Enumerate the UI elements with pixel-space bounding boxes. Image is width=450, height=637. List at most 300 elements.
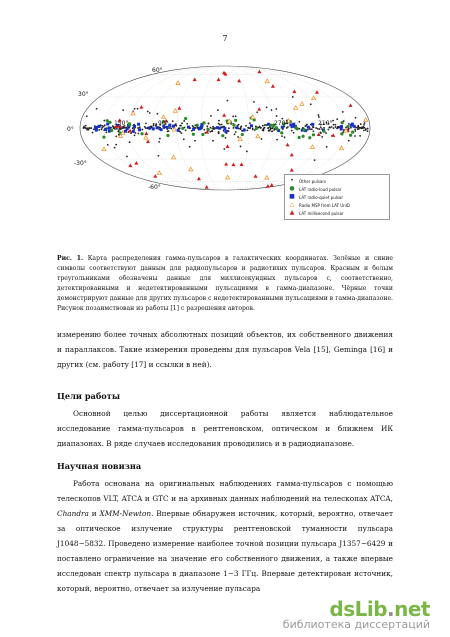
other-pulsar-dot (234, 134, 236, 136)
radio-quiet-square (97, 125, 100, 128)
other-pulsar-dot (284, 136, 286, 138)
other-pulsar-dot (130, 132, 132, 134)
other-pulsar-dot (354, 135, 356, 137)
other-pulsar-dot (313, 126, 315, 128)
other-pulsar-dot (119, 128, 121, 130)
other-pulsar-dot (208, 123, 210, 125)
other-pulsar-dot (336, 118, 338, 120)
other-pulsar-dot (226, 100, 228, 102)
other-pulsar-dot (98, 129, 100, 131)
other-pulsar-dot (350, 127, 352, 129)
other-pulsar-dot (169, 127, 171, 129)
other-pulsar-dot (271, 127, 273, 129)
other-pulsar-dot (212, 126, 214, 128)
other-pulsar-dot (218, 132, 220, 134)
radio-loud-circle (308, 136, 311, 139)
other-pulsar-dot (92, 132, 94, 134)
other-pulsar-dot (221, 126, 223, 128)
radio-loud-circle (202, 121, 205, 124)
msp-triangle (270, 183, 274, 187)
msp-triangle (197, 177, 201, 181)
other-pulsar-dot (235, 115, 237, 117)
legend-item-radio-quiet: ■ LAT radio-quiet pulsar (289, 193, 344, 200)
other-pulsar-dot (326, 146, 328, 148)
figure-caption (57, 254, 393, 314)
other-pulsar-dot (210, 115, 212, 117)
other-pulsar-dot (203, 129, 205, 131)
other-pulsar-dot (179, 127, 181, 129)
msp-triangle (177, 106, 181, 110)
other-pulsar-dot (147, 111, 149, 113)
radio-msp-open-triangle (251, 115, 255, 119)
radio-loud-circle (234, 119, 237, 122)
other-pulsar-dot (249, 122, 251, 124)
other-pulsar-dot (291, 130, 293, 132)
radio-quiet-square (168, 124, 171, 127)
radio-quiet-square (216, 126, 219, 129)
other-pulsar-dot (246, 151, 248, 153)
other-pulsar-dot (319, 128, 321, 130)
other-pulsar-dot (286, 127, 288, 129)
other-pulsar-dot (159, 138, 161, 140)
radio-loud-circle (280, 131, 283, 134)
radio-loud-circle (302, 135, 305, 138)
other-pulsar-dot (218, 120, 220, 122)
radio-quiet-square (192, 128, 195, 131)
other-pulsar-dot (134, 108, 136, 110)
other-pulsar-dot (90, 127, 92, 129)
radio-quiet-square (133, 125, 136, 128)
radio-quiet-square (172, 125, 175, 128)
other-pulsar-dot (233, 127, 235, 129)
other-pulsar-dot (315, 127, 317, 129)
other-pulsar-dot (306, 124, 308, 126)
other-pulsar-dot (348, 140, 350, 142)
msp-triangle (286, 143, 290, 147)
msp-triangle (146, 139, 150, 143)
radio-loud-circle (302, 128, 305, 131)
radio-msp-open-triangle (256, 134, 260, 138)
other-pulsar-dot (170, 128, 172, 130)
other-pulsar-dot (365, 129, 367, 131)
radio-msp-open-triangle (294, 106, 298, 110)
other-pulsar-dot (357, 128, 359, 130)
other-pulsar-dot (84, 127, 86, 129)
other-pulsar-dot (304, 125, 306, 127)
radio-loud-circle (312, 133, 315, 136)
other-pulsar-dot (271, 130, 273, 132)
radio-msp-open-triangle (265, 79, 269, 83)
other-pulsar-dot (237, 136, 239, 138)
radio-msp-open-triangle (131, 111, 135, 115)
other-pulsar-dot (327, 129, 329, 131)
radio-msp-open-triangle (162, 115, 166, 119)
other-pulsar-dot (264, 127, 266, 129)
other-pulsar-dot (103, 126, 105, 128)
radio-quiet-square (95, 127, 98, 130)
other-pulsar-dot (105, 131, 107, 133)
other-pulsar-dot (116, 128, 118, 130)
lat-tick-30: 30° (78, 91, 89, 98)
other-pulsar-dot (241, 130, 243, 132)
radio-quiet-square (291, 125, 294, 128)
radio-quiet-square (124, 130, 127, 133)
radio-loud-circle (255, 127, 258, 130)
other-pulsar-dot (367, 130, 369, 132)
other-pulsar-dot (217, 109, 219, 111)
other-pulsar-dot (126, 156, 128, 158)
other-pulsar-dot (318, 114, 320, 116)
circle-marker-icon: ● (289, 185, 295, 192)
other-pulsar-dot (172, 120, 174, 122)
radio-quiet-square (340, 125, 343, 128)
other-pulsar-dot (86, 115, 88, 117)
other-pulsar-dot (335, 126, 337, 128)
radio-msp-open-triangle (157, 171, 161, 175)
dslib-logo: dsLib.net (329, 597, 430, 621)
lat-tick-60: 60° (152, 67, 163, 74)
other-pulsar-dot (115, 135, 117, 137)
radio-quiet-square (243, 129, 246, 132)
msp-triangle (134, 161, 138, 165)
radio-loud-circle (192, 133, 195, 136)
other-pulsar-dot (253, 101, 255, 103)
caption-label: Рис. 1. (57, 255, 84, 262)
other-pulsar-dot (145, 122, 147, 124)
other-pulsar-dot (335, 124, 337, 126)
other-pulsar-dot (354, 128, 356, 130)
radio-quiet-square (351, 123, 354, 126)
other-pulsar-dot (114, 147, 116, 149)
msp-triangle (290, 168, 294, 172)
other-pulsar-dot (210, 127, 212, 129)
radio-loud-circle (140, 132, 143, 135)
other-pulsar-dot (113, 127, 115, 129)
other-pulsar-dot (104, 124, 106, 126)
map-points (82, 70, 368, 189)
intro-paragraph: измерению более точных абсолютных позиций объектов, их собственного движения и параллаксов. Такие измерения проведены для пульсаров Vela [15], Geminga [16] и других (см. работу [17] и ссылки в ней). (57, 330, 393, 369)
radio-msp-open-triangle (176, 81, 180, 85)
other-pulsar-dot (269, 129, 271, 131)
msp-triangle (292, 89, 296, 93)
lon-tick-150: 150° (114, 120, 129, 127)
goals-paragraph: Основной целью диссертационной работы является наблюдательное исследование гамма-пульсаров в рентгеновском, оптическом и ближнем ИК диапазонах. В ряде случаев исследования проводились и в радиодиапазоне. (57, 409, 393, 448)
other-pulsar-dot (186, 123, 188, 125)
radio-quiet-square (138, 128, 141, 131)
radio-msp-open-triangle (312, 96, 316, 100)
lon-tick-90: 90° (158, 120, 169, 127)
other-pulsar-dot (139, 126, 141, 128)
other-pulsar-dot (141, 129, 143, 131)
radio-msp-open-triangle (171, 155, 175, 159)
other-pulsar-dot (181, 122, 183, 124)
other-pulsar-dot (367, 128, 369, 130)
triangle-marker-icon: ▲ (289, 209, 295, 216)
radio-loud-circle (298, 136, 301, 139)
msp-triangle (224, 162, 228, 166)
other-pulsar-dot (276, 115, 278, 117)
lat-tick-neg60: -60° (148, 184, 161, 191)
other-pulsar-dot (323, 127, 325, 129)
radio-loud-circle (221, 134, 224, 137)
radio-loud-circle (322, 130, 325, 133)
msp-triangle (226, 144, 230, 148)
other-pulsar-dot (361, 127, 363, 129)
radio-loud-circle (341, 121, 344, 124)
msp-triangle (257, 107, 261, 111)
dslib-watermark (283, 597, 430, 631)
radio-msp-open-triangle (102, 147, 106, 151)
dot-marker-icon: • (290, 177, 294, 184)
other-pulsar-dot (221, 124, 223, 126)
msp-triangle (139, 105, 143, 109)
other-pulsar-dot (189, 146, 191, 148)
radio-quiet-square (224, 130, 227, 133)
other-pulsar-dot (348, 123, 350, 125)
other-pulsar-dot (262, 128, 264, 130)
other-pulsar-dot (240, 146, 242, 148)
radio-msp-open-triangle (364, 118, 368, 122)
open-triangle-marker-icon: △ (289, 201, 295, 208)
lat-tick-0: 0° (67, 126, 74, 133)
other-pulsar-dot (364, 122, 366, 124)
other-pulsar-dot (292, 96, 294, 98)
legend-item-other: • Other pulsars (288, 177, 386, 185)
other-pulsar-dot (359, 135, 361, 137)
other-pulsar-dot (259, 126, 261, 128)
other-pulsar-dot (275, 108, 277, 110)
radio-loud-circle (201, 133, 204, 136)
other-pulsar-dot (134, 134, 136, 136)
other-pulsar-dot (333, 127, 335, 129)
other-pulsar-dot (219, 124, 221, 126)
radio-quiet-square (160, 128, 163, 131)
radio-quiet-square (152, 127, 155, 130)
other-pulsar-dot (252, 128, 254, 130)
other-pulsar-dot (137, 108, 139, 110)
other-pulsar-dot (246, 129, 248, 131)
other-pulsar-dot (206, 125, 208, 127)
other-pulsar-dot (325, 132, 327, 134)
other-pulsar-dot (115, 144, 117, 146)
other-pulsar-dot (193, 126, 195, 128)
radio-loud-circle (232, 124, 235, 127)
other-pulsar-dot (156, 113, 158, 115)
radio-msp-open-triangle (339, 146, 343, 150)
other-pulsar-dot (144, 126, 146, 128)
radio-quiet-square (108, 126, 111, 129)
other-pulsar-dot (342, 111, 344, 113)
caption-text: Карта распределения гамма-пульсаров в галактических координатах. Зелёные и синие символы соответствуют данным для радиопульсаров и радиотихих пульсаров. Красным и белым треугольниками обозначены данные для миллисекундных пульсаров с, соответственно, детектированными и недетектированными пульсациями в гамма-диапазоне. Чёрные точки демонстрируют данные для других пульсаров с недетектированными пульсациями в гамма-диапазоне. Рисунок позаимствован из работы [1] с разрешения авторов. (57, 255, 394, 312)
other-pulsar-dot (247, 127, 249, 129)
other-pulsar-dot (354, 130, 356, 132)
radio-loud-circle (276, 127, 279, 130)
other-pulsar-dot (129, 141, 131, 143)
msp-triangle (128, 129, 132, 133)
other-pulsar-dot (321, 136, 323, 138)
novelty-paragraph: Работа основана на оригинальных наблюдениях гамма-пульсаров с помощью телескопов VLT, ATCA и GTC и на архивных данных наблюдений на телескопах ATCA, Chandra и XMM-Newton. Впервые обнаружен источник, который, вероятно, отвечает за оптическое излучение структуры рентгеновской туманности пульсара J1048−5832. Проведено измерение наиболее точной позиции пульсара J1357−6429 и поставлено ограничение на значение его собственного движения, а также впервые исследован спектр пульсара в диапазоне 1−3 ГГц. Впервые детектирован источник, который, вероятно, отвечает за излучение пульсара (57, 479, 393, 593)
other-pulsar-dot (265, 124, 267, 126)
other-pulsar-dot (155, 123, 157, 125)
radio-loud-circle (166, 134, 169, 137)
other-pulsar-dot (228, 127, 230, 129)
msp-triangle (271, 84, 275, 88)
other-pulsar-dot (223, 148, 225, 150)
other-pulsar-dot (293, 132, 295, 134)
other-pulsar-dot (267, 127, 269, 129)
xmm-name: XMM-Newton (99, 509, 152, 518)
other-pulsar-dot (314, 159, 316, 161)
msp-triangle (205, 185, 209, 189)
other-pulsar-dot (212, 140, 214, 142)
radio-quiet-square (236, 126, 239, 129)
dslib-subtitle: библиотека диссертаций (282, 618, 430, 631)
msp-triangle (128, 163, 132, 167)
other-pulsar-dot (337, 126, 339, 128)
other-pulsar-dot (181, 132, 183, 134)
other-pulsar-dot (271, 109, 273, 111)
lon-tick-270: 270° (274, 120, 289, 127)
map-legend (284, 174, 390, 220)
radio-loud-circle (110, 129, 113, 132)
other-pulsar-dot (158, 141, 160, 143)
other-pulsar-dot (183, 138, 185, 140)
other-pulsar-dot (240, 125, 242, 127)
section-heading-goals: Цели работы (57, 391, 121, 401)
radio-loud-circle (184, 117, 187, 120)
radio-quiet-square (177, 129, 180, 132)
other-pulsar-dot (212, 128, 214, 130)
other-pulsar-dot (249, 127, 251, 129)
msp-triangle (257, 70, 261, 74)
radio-msp-open-triangle (226, 175, 230, 179)
msp-triangle (231, 163, 235, 167)
radio-quiet-square (311, 123, 314, 126)
radio-quiet-square (104, 128, 107, 131)
other-pulsar-dot (307, 129, 309, 131)
radio-loud-circle (128, 123, 131, 126)
other-pulsar-dot (357, 125, 359, 127)
other-pulsar-dot (363, 124, 365, 126)
other-pulsar-dot (320, 132, 322, 134)
msp-triangle (239, 162, 243, 166)
msp-triangle (216, 77, 220, 81)
other-pulsar-dot (245, 125, 247, 127)
other-pulsar-dot (122, 109, 124, 111)
radio-quiet-square (307, 126, 310, 129)
radio-quiet-square (187, 126, 190, 129)
radio-loud-circle (241, 133, 244, 136)
other-pulsar-dot (310, 103, 312, 105)
other-pulsar-dot (167, 130, 169, 132)
chandra-name: Chandra (57, 509, 89, 518)
radio-loud-circle (349, 134, 352, 137)
other-pulsar-dot (103, 120, 105, 122)
other-pulsar-dot (235, 131, 237, 133)
other-pulsar-dot (261, 138, 263, 140)
radio-msp-open-triangle (144, 135, 148, 139)
other-pulsar-dot (333, 124, 335, 126)
other-pulsar-dot (262, 125, 264, 127)
legend-item-msp: ▲ LAT millisecond pulsar (289, 209, 344, 216)
other-pulsar-dot (223, 130, 225, 132)
msp-triangle (144, 131, 148, 135)
other-pulsar-dot (298, 121, 300, 123)
radio-msp-open-triangle (300, 102, 304, 106)
radio-loud-circle (181, 127, 184, 130)
other-pulsar-dot (180, 125, 182, 127)
lat-tick-neg30: -30° (74, 160, 87, 167)
other-pulsar-dot (185, 129, 187, 131)
other-pulsar-dot (101, 129, 103, 131)
radio-msp-open-triangle (310, 145, 314, 149)
radio-loud-circle (106, 119, 109, 122)
other-pulsar-dot (317, 128, 319, 130)
msp-triangle (315, 90, 319, 94)
other-pulsar-dot (153, 125, 155, 127)
radio-loud-circle (351, 131, 354, 134)
other-pulsar-dot (363, 130, 365, 132)
other-pulsar-dot (360, 123, 362, 125)
other-pulsar-dot (276, 139, 278, 141)
other-pulsar-dot (256, 111, 258, 113)
radio-loud-circle (102, 136, 105, 139)
radio-loud-circle (346, 125, 349, 128)
msp-triangle (222, 113, 226, 117)
other-pulsar-dot (107, 144, 109, 146)
other-pulsar-dot (135, 132, 137, 134)
radio-loud-circle (108, 121, 111, 124)
radio-quiet-square (223, 127, 226, 130)
other-pulsar-dot (240, 128, 242, 130)
other-pulsar-dot (281, 135, 283, 137)
msp-triangle (153, 174, 157, 178)
other-pulsar-dot (312, 130, 314, 132)
msp-triangle (349, 103, 353, 107)
other-pulsar-dot (236, 125, 238, 127)
radio-loud-circle (196, 124, 199, 127)
other-pulsar-dot (194, 140, 196, 142)
other-pulsar-dot (85, 125, 87, 127)
other-pulsar-dot (153, 123, 155, 125)
other-pulsar-dot (175, 125, 177, 127)
other-pulsar-dot (183, 120, 185, 122)
gamma-pulsar-map-figure (67, 62, 380, 242)
square-marker-icon: ■ (289, 193, 295, 200)
radio-quiet-square (200, 126, 203, 129)
other-pulsar-dot (363, 127, 365, 129)
page-number: 7 (222, 34, 228, 43)
radio-msp-open-triangle (189, 167, 193, 171)
radio-msp-open-triangle (173, 109, 177, 113)
legend-item-radio-loud: ● LAT radio-loud pulsar (289, 185, 342, 192)
other-pulsar-dot (232, 116, 234, 118)
section-heading-novelty: Научная новизна (57, 461, 142, 471)
radio-loud-circle (294, 126, 297, 129)
other-pulsar-dot (311, 128, 313, 130)
radio-quiet-square (148, 127, 151, 130)
other-pulsar-dot (225, 137, 227, 139)
other-pulsar-dot (318, 116, 320, 118)
msp-triangle (266, 184, 270, 188)
lon-tick-210: 210° (318, 120, 333, 127)
radio-loud-circle (340, 132, 343, 135)
other-pulsar-dot (355, 117, 357, 119)
other-pulsar-dot (273, 129, 275, 131)
other-pulsar-dot (137, 133, 139, 135)
other-pulsar-dot (101, 127, 103, 129)
other-pulsar-dot (96, 108, 98, 110)
